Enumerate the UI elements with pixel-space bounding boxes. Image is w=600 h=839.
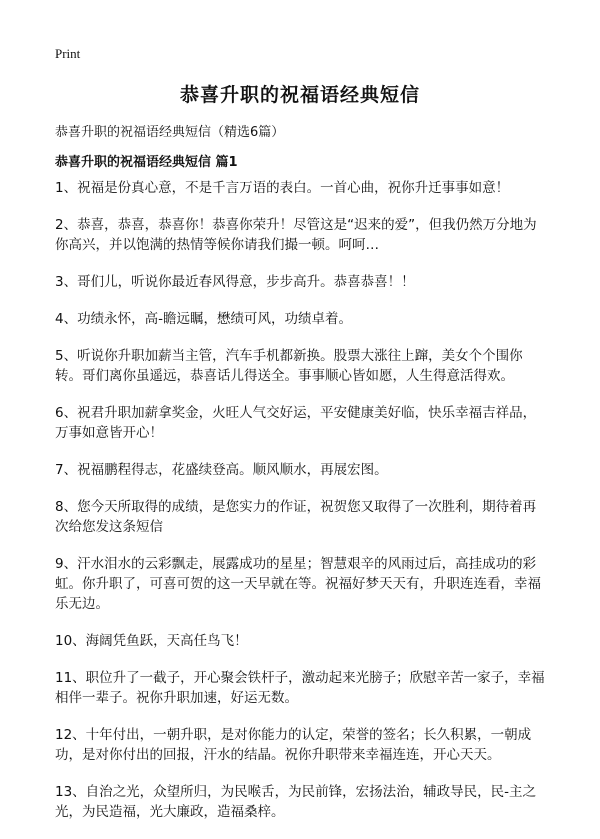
section-heading: 恭喜升职的祝福语经典短信 篇1 (55, 155, 238, 170)
page-title: 恭喜升职的祝福语经典短信 (179, 84, 420, 106)
list-item: 10、海阔凭鱼跃，天高任鸟飞！ (55, 633, 248, 649)
list-item: 1、祝福是份真心意，不是千言万语的表白。一首心曲，祝你升迁事事如意！ (55, 180, 510, 196)
list-item: 11、职位升了一截子，开心聚会铁杆子，激动起来光膀子；欣慰辛苦一家子，幸福相伴一辈子。祝你升职加速，好运无数。 (55, 670, 545, 706)
list-item: 5、听说你升职加薪当主管，汽车手机都新换。股票大涨往上蹿，美女个个围你转。哥们离你虽遥远，恭喜话儿得送全。事事顺心皆如愿，人生得意活得欢。 (55, 348, 523, 384)
list-item: 12、十年付出，一朝升职，是对你能力的认定，荣誉的签名；长久积累，一朝成功，是对你付出的回报，汗水的结晶。祝你升职带来幸福连连，开心天天。 (55, 727, 532, 763)
list-item: 9、汗水泪水的云彩飘走，展露成功的星星；智慧艰辛的风雨过后，高挂成功的彩虹。你升职了，可喜可贺的这一天早就在等。祝福好梦天天有，升职连连看，幸福乐无边。 (55, 556, 541, 612)
list-item: 6、祝君升职加薪拿奖金，火旺人气交好运，平安健康美好临，快乐幸福吉祥品，万事如意皆开心！ (55, 405, 537, 441)
blessing-list (55, 178, 545, 839)
list-item: 3、哥们儿，听说你最近春风得意，步步高升。恭喜恭喜！！ (55, 274, 415, 290)
list-item: 8、您今天所取得的成绩，是您实力的作证，祝贺您又取得了一次胜利，期待着再次给您发这条短信 (55, 499, 537, 535)
print-link[interactable]: Print (55, 46, 81, 61)
subtitle: 恭喜升职的祝福语经典短信（精选6篇） (55, 125, 285, 140)
list-item: 2、恭喜，恭喜，恭喜你！恭喜你荣升！尽管这是“迟来的爱”，但我仍然万分地为你高兴，并以饱满的热情等候你请我们撮一顿。呵呵… (55, 217, 537, 253)
list-item: 7、祝福鹏程得志，花盛续登高。顺风顺水，再展宏图。 (55, 462, 388, 478)
list-item: 13、自治之光，众望所归，为民喉舌，为民前锋，宏扬法治，辅政导民，民-主之光，为民造福，光大廉政，造福桑梓。 (55, 784, 537, 820)
list-item: 4、功绩永怀，高-瞻远瞩，懋绩可风，功绩卓着。 (55, 311, 352, 327)
